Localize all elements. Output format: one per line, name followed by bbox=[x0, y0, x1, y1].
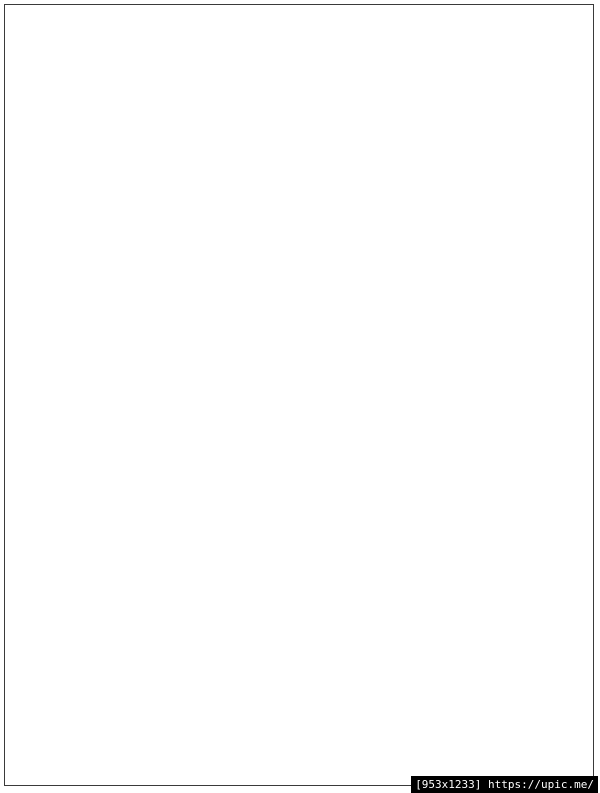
document-page bbox=[4, 4, 594, 774]
watermark-label: [953x1233] https://upic.me/ bbox=[411, 776, 598, 793]
